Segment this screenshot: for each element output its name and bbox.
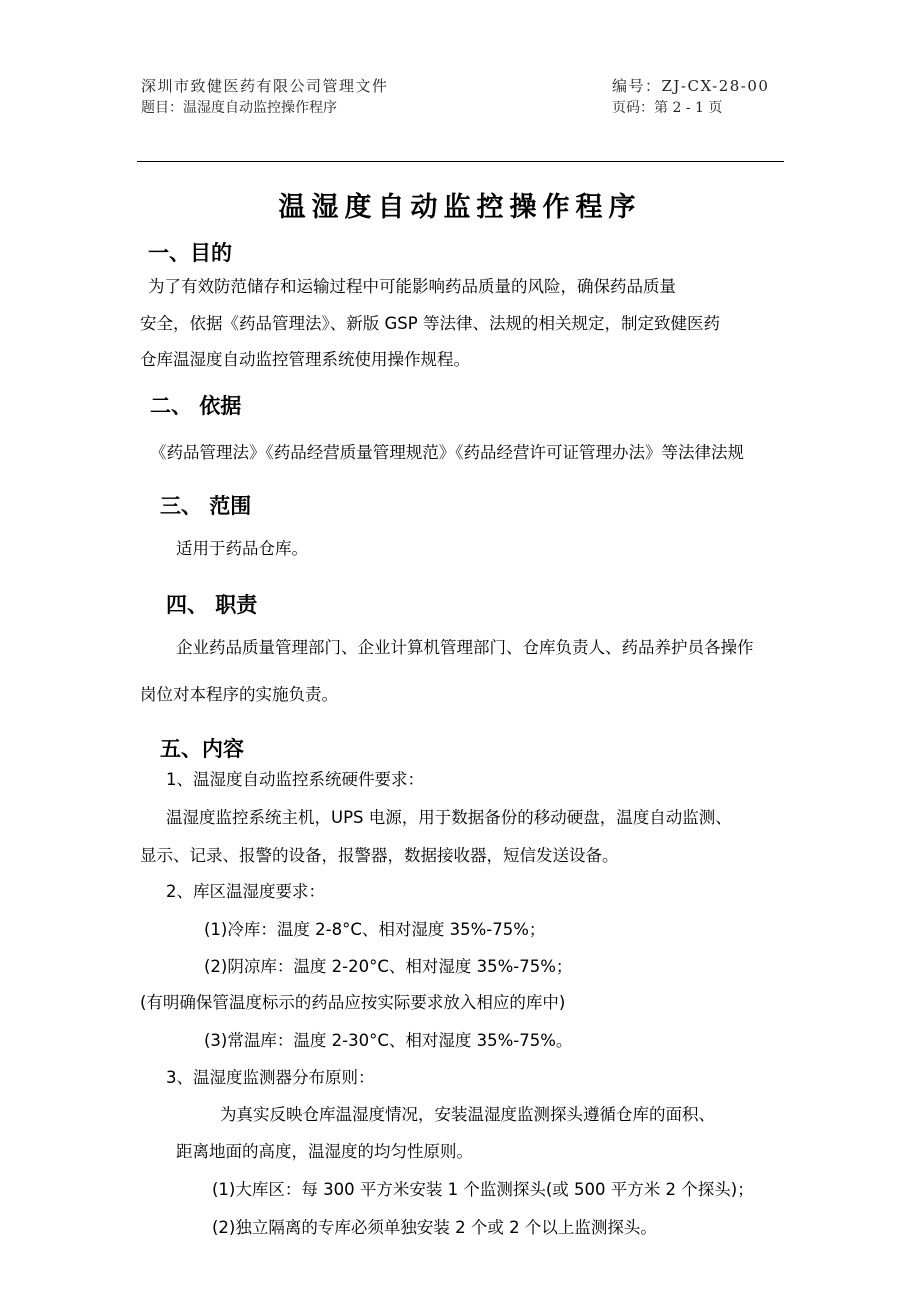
paragraph-line: 为真实反映仓库温湿度情况，安装温湿度监测探头遵循仓库的面积、 <box>220 1105 715 1124</box>
paragraph-line: (2)独立隔离的专库必须单独安装 2 个或 2 个以上监测探头。 <box>212 1218 657 1237</box>
paragraph-line: 适用于药品仓库。 <box>176 539 308 558</box>
company-name: 深圳市致健医药有限公司管理文件 <box>141 77 389 95</box>
paragraph-line: 岗位对本程序的实施负责。 <box>140 685 338 704</box>
header-divider <box>137 161 784 162</box>
paragraph-line: 3、温湿度监测器分布原则： <box>166 1068 375 1087</box>
paragraph-line: 为了有效防范储存和运输过程中可能影响药品质量的风险，确保药品质量 <box>148 277 676 296</box>
paragraph-line: 显示、记录、报警的设备，报警器，数据接收器，短信发送设备。 <box>140 846 619 865</box>
paragraph-line: (1)冷库：温度 2-8°C、相对湿度 35%-75%； <box>204 920 546 939</box>
document-number: 编号：ZJ-CX-28-00 <box>612 77 770 95</box>
paragraph-line: 《药品管理法》《药品经营质量管理规范》《药品经营许可证管理办法》等法律法规 <box>150 443 744 462</box>
section-heading-duties: 四、 职责 <box>166 593 258 617</box>
document-title: 温湿度自动监控操作程序 <box>278 192 642 223</box>
paragraph-line: 仓库温湿度自动监控管理系统使用操作规程。 <box>140 350 470 369</box>
paragraph-line: (有明确保管温度标示的药品应按实际要求放入相应的库中) <box>140 993 566 1012</box>
paragraph-line: 安全，依据《药品管理法》、新版 GSP 等法律、法规的相关规定，制定致健医药 <box>140 314 720 333</box>
page-number: 页码：第 2 - 1 页 <box>612 100 723 116</box>
document-subject: 题目：温湿度自动监控操作程序 <box>141 100 337 116</box>
paragraph-line: 1、温湿度自动监控系统硬件要求： <box>166 770 424 789</box>
paragraph-line: 2、库区温湿度要求： <box>166 882 325 901</box>
paragraph-line: (3)常温库：温度 2-30°C、相对湿度 35%-75%。 <box>204 1031 573 1050</box>
section-heading-basis: 二、 依据 <box>150 394 242 418</box>
paragraph-line: 温湿度监控系统主机，UPS 电源，用于数据备份的移动硬盘，温度自动监测、 <box>166 808 732 827</box>
paragraph-line: (1)大库区：每 300 平方米安装 1 个监测探头(或 500 平方米 2 个探头)； <box>212 1180 754 1199</box>
paragraph-line: 距离地面的高度，温湿度的均匀性原则。 <box>176 1142 473 1161</box>
paragraph-line: 企业药品质量管理部门、企业计算机管理部门、仓库负责人、药品养护员各操作 <box>176 638 754 657</box>
section-heading-scope: 三、 范围 <box>160 494 252 518</box>
paragraph-line: (2)阴凉库：温度 2-20°C、相对湿度 35%-75%； <box>204 957 573 976</box>
section-heading-content: 五、内容 <box>160 737 244 761</box>
section-heading-purpose: 一、目的 <box>148 241 232 265</box>
